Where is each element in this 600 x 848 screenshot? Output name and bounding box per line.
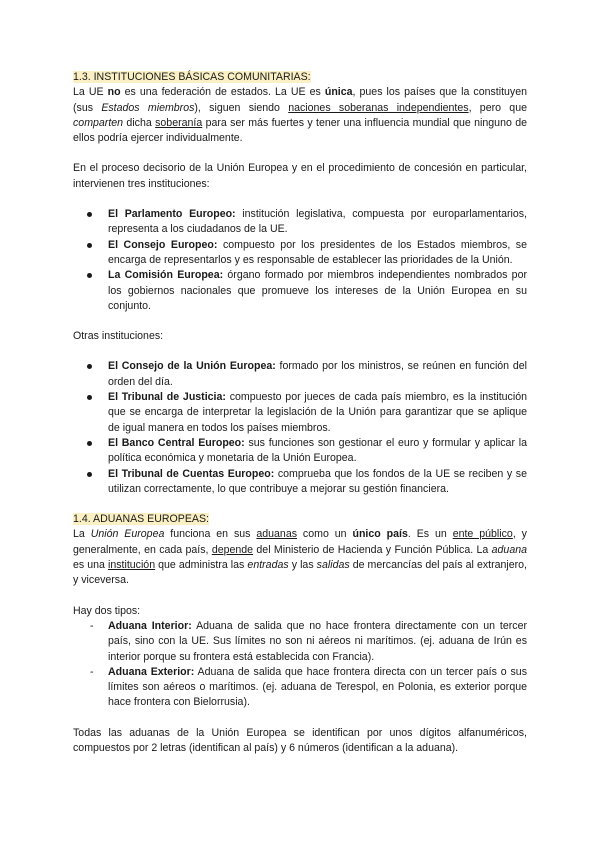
list-item: - Aduana Interior: Aduana de salida que no hace frontera directamente con un tercer país, sino con la UE. Sus límites no son ni aéreos ni marítimos. (ej. aduana de Irún es interior porque su frontera está establecida con Francia). xyxy=(73,619,527,665)
other-institutions-label: Otras instituciones: xyxy=(73,330,164,343)
types-label: Hay dos tipos: xyxy=(73,604,141,617)
intro-paragraph: La UE no es una federación de estados. La UE es única, pues los países que la constituyen (sus Estados miembros), siguen siendo naciones soberanas independientes, pero que comparten dicha soberanía para ser más fuertes y tener una influencia mundial que ninguno de ellos podría ejercer individualmente. xyxy=(73,86,527,145)
process-paragraph: En el proceso decisorio de la Unión Europea y en el procedimiento de concesión en particular, intervienen tres instituciones: xyxy=(73,162,527,190)
list-item: El Consejo de la Unión Europea: formado por los ministros, se reúnen en función del orden del día. xyxy=(73,359,527,390)
heading-text: 1.4. ADUANAS EUROPEAS: xyxy=(73,513,210,526)
customs-paragraph: La Unión Europea funciona en sus aduanas como un único país. Es un ente público, y generalmente, en cada país, depende del Ministerio de Hacienda y Función Pública. La aduana es una institución que administra las entradas y las salidas de mercancías del país al extranjero, y viceversa. xyxy=(73,528,527,587)
list-item: El Banco Central Europeo: sus funciones son gestionar el euro y formular y aplicar la política económica y monetaria de la Unión Europea. xyxy=(73,436,527,467)
other-institutions-list xyxy=(73,359,527,497)
closing-paragraph: Todas las aduanas de la Unión Europea se identifican por unos dígitos alfanuméricos, compuestos por 2 letras (identifican al país) y 6 números (identifican a la aduana). xyxy=(73,726,527,754)
document-page xyxy=(73,70,527,756)
heading-text: 1.3. INSTITUCIONES BÁSICAS COMUNITARIAS: xyxy=(73,71,311,83)
customs-types-list xyxy=(73,619,527,711)
list-item: El Tribunal de Justicia: compuesto por jueces de cada país miembro, es la institución que se encarga de interpretar la legislación de la Unión para garantizar que se aplique de igual manera en todos los países miembros. xyxy=(73,390,527,436)
section-heading-instituciones xyxy=(73,70,527,85)
list-item: El Tribunal de Cuentas Europeo: comprueba que los fondos de la UE se reciben y se utilizan correctamente, lo que contribuye a mejorar su gestión financiera. xyxy=(73,467,527,498)
section-heading-aduanas xyxy=(73,512,527,527)
list-item: El Parlamento Europeo: institución legislativa, compuesta por europarlamentarios, representa a los ciudadanos de la UE. xyxy=(73,207,527,238)
list-item: El Consejo Europeo: compuesto por los presidentes de los Estados miembros, se encarga de representarlos y es responsable de establecer las prioridades de la Unión. xyxy=(73,238,527,269)
list-item: La Comisión Europea: órgano formado por miembros independientes nombrados por los gobiernos nacionales que promueve los intereses de la Unión Europea en su conjunto. xyxy=(73,268,527,314)
list-item: - Aduana Exterior: Aduana de salida que hace frontera directa con un tercer país o sus límites son aéreos o marítimos. (ej. aduana de Terespol, en Polonia, es exterior porque hace frontera con Bielorrusia). xyxy=(73,665,527,711)
main-institutions-list xyxy=(73,207,527,314)
